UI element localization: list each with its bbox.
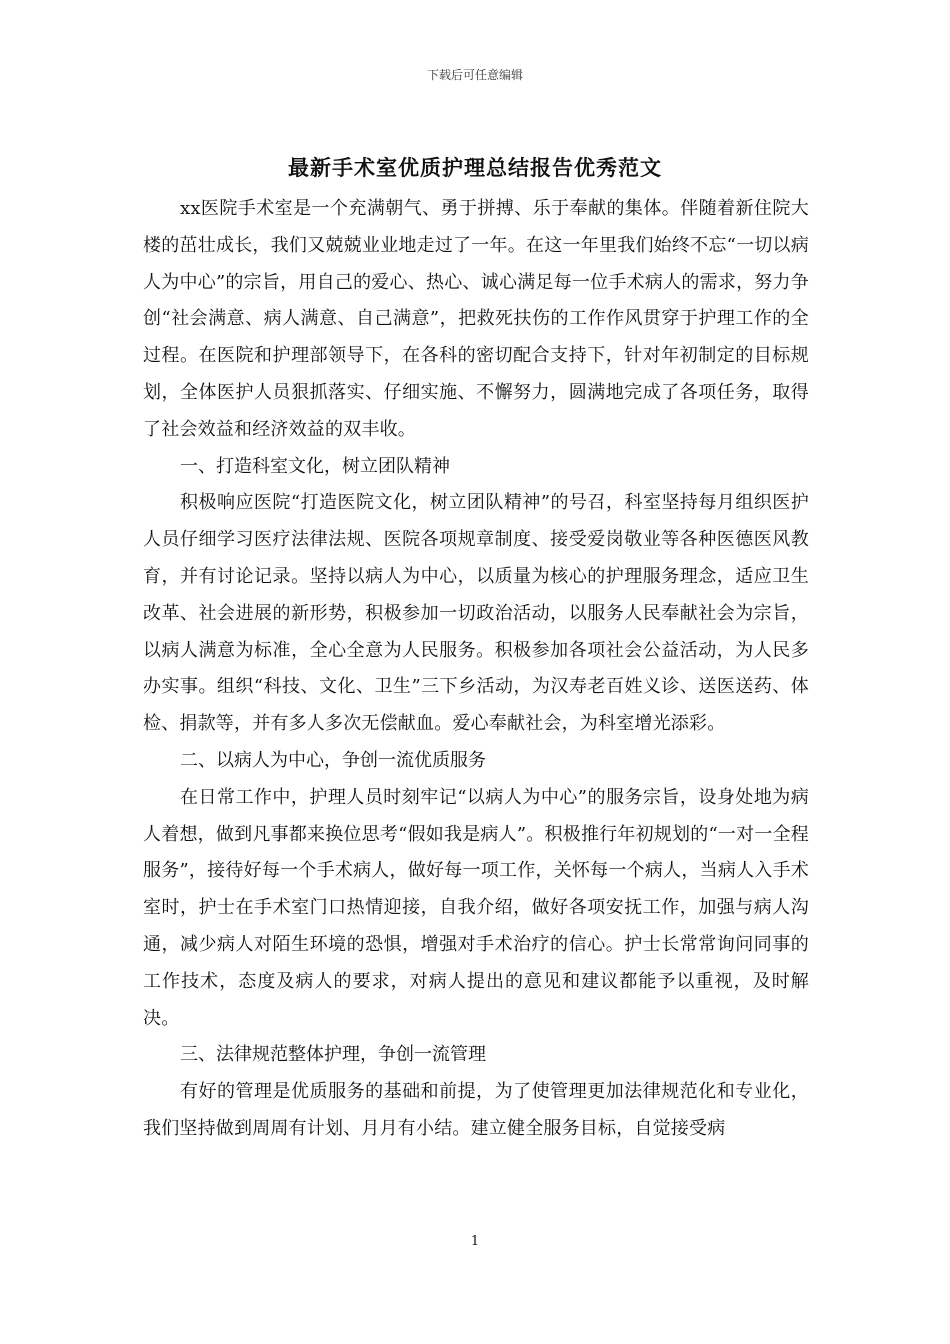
header-note: 下载后可任意编辑 [426, 68, 523, 82]
page-number: 1 [470, 1234, 480, 1249]
section-heading-1: 一、打造科室文化，树立团队精神 [180, 455, 450, 477]
section-heading-3: 三、法律规范整体护理，争创一流管理 [180, 1044, 486, 1066]
paragraph-section-2: 在日常工作中，护理人员时刻牢记“以病人为中心”的服务宗旨，设身处地为病人着想，做到凡事都来换位思考“假如我是病人”。积极推行年初规划的“一对一全程服务”，接待好每一个手术病人，做好每一项工作，关怀每一个病人，当病人入手术室时，护士在手术室门口热情迎接，自我介绍，做好各项安抚工作，加强与病人沟通，减少病人对陌生环境的恐惧，增强对手术治疗的信心。护士长常常询问同事的工作技术，态度及病人的要求，对病人提出的意见和建议都能予以重视，及时解决。 [143, 786, 809, 1029]
paragraph-section-3: 有好的管理是优质服务的基础和前提，为了使管理更加法律规范化和专业化，我们坚持做到周周有计划、月月有小结。建立健全服务目标，自觉接受病 [143, 1081, 809, 1139]
paragraph-intro: xx医院手术室是一个充满朝气、勇于拼搏、乐于奉献的集体。伴随着新住院大楼的茁壮成长，我们又兢兢业业地走过了一年。在这一年里我们始终不忘“一切以病人为中心”的宗旨，用自己的爱心、热心、诚心满足每一位手术病人的需求，努力争创“社会满意、病人满意、自己满意”，把救死扶伤的工作作风贯穿于护理工作的全过程。在医院和护理部领导下，在各科的密切配合支持下，针对年初制定的目标规划，全体医护人员狠抓落实、仔细实施、不懈努力，圆满地完成了各项任务，取得了社会效益和经济效益的双丰收。 [143, 198, 809, 440]
document-body [143, 191, 809, 1148]
section-heading-2: 二、以病人为中心，争创一流优质服务 [180, 749, 486, 771]
document-title: 最新手术室优质护理总结报告优秀范文 [288, 156, 662, 180]
paragraph-section-1: 积极响应医院“打造医院文化，树立团队精神”的号召，科室坚持每月组织医护人员仔细学习医疗法律法规、医院各项规章制度、接受爱岗敬业等各种医德医风教育，并有讨论记录。坚持以病人为中心，以质量为核心的护理服务理念，适应卫生改革、社会进展的新形势，积极参加一切政治活动，以服务人民奉献社会为宗旨，以病人满意为标准，全心全意为人民服务。积极参加各项社会公益活动，为人民多办实事。组织“科技、文化、卫生”三下乡活动，为汉寿老百姓义诊、送医送药、体检、捐款等，并有多人多次无偿献血。爱心奉献社会，为科室增光添彩。 [143, 492, 809, 735]
